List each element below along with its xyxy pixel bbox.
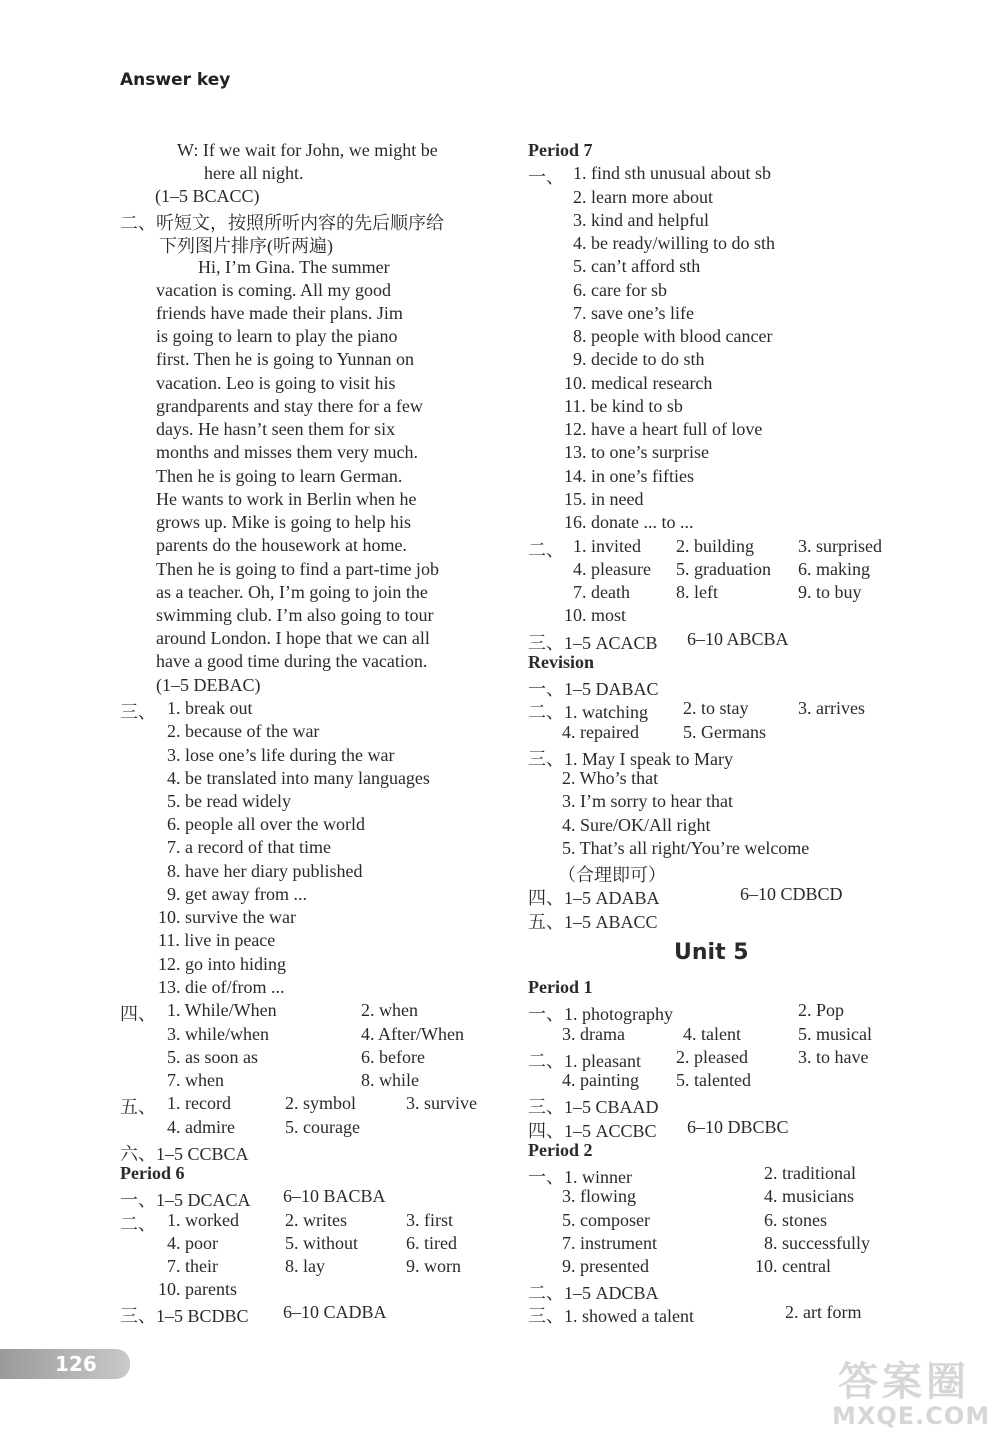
answer-line: 7. save one’s life (573, 303, 694, 323)
answer-line: 二、听短文，按照所听内容的先后顺序给 (120, 213, 444, 233)
answer-line: 13. die of/from ... (158, 977, 285, 997)
answer-line: 6–10 CDBCD (740, 884, 843, 904)
answer-line: 1. While/When (167, 1000, 277, 1020)
answer-line: 3. survive (406, 1093, 477, 1113)
answer-line: 6. stones (764, 1210, 827, 1230)
answer-line: 四、1–5 ADABA (528, 888, 660, 908)
answer-line: 3. first (406, 1210, 453, 1230)
watermark-url: MXQE.COM (832, 1402, 991, 1430)
answer-line: 三、1. showed a talent (528, 1306, 694, 1326)
answer-line: 6. tired (406, 1233, 457, 1253)
answer-line: 6–10 BACBA (283, 1186, 386, 1206)
answer-line: 7. when (167, 1070, 224, 1090)
answer-line: 3. surprised (798, 536, 882, 556)
answer-line: 8. left (676, 582, 718, 602)
watermark (830, 1350, 990, 1435)
answer-line: 6. making (798, 559, 870, 579)
answer-line: 5. as soon as (167, 1047, 258, 1067)
answer-line: W: If we wait for John, we might be (177, 140, 438, 160)
answer-line: 4. talent (683, 1024, 741, 1044)
answer-line: 11. live in peace (158, 930, 276, 950)
answer-line: He wants to work in Berlin when he (156, 489, 417, 509)
answer-line: vacation is coming. All my good (156, 280, 391, 300)
answer-line: friends have made their plans. Jim (156, 303, 403, 323)
watermark-logo: 答案圈 (838, 1359, 970, 1405)
answer-line: 3. I’m sorry to hear that (562, 791, 733, 811)
answer-line: 三、1–5 BCDBC (120, 1306, 249, 1326)
answer-line: 7. death (573, 582, 630, 602)
answer-line: 10. survive the war (158, 907, 296, 927)
answer-line: 14. in one’s fifties (564, 466, 694, 486)
answer-line: 二、1. pleasant (528, 1051, 641, 1071)
answer-line: 9. presented (562, 1256, 649, 1276)
answer-line: 1. find sth unusual about sb (573, 163, 771, 183)
answer-line: 1. invited (573, 536, 641, 556)
answer-line: 12. go into hiding (158, 954, 287, 974)
section-heading: Period 1 (528, 977, 593, 997)
answer-line: 8. people with blood cancer (573, 326, 773, 346)
answer-line: 11. be kind to sb (564, 396, 683, 416)
answer-line: 一、1. photography (528, 1004, 673, 1024)
answer-line: 三、1–5 CBAAD (528, 1097, 659, 1117)
answer-line: 4. Sure/OK/All right (562, 815, 711, 835)
answer-line: 2. pleased (676, 1047, 748, 1067)
answer-line: 8. have her diary published (167, 861, 363, 881)
answer-line: 15. in need (564, 489, 644, 509)
answer-line: 5. talented (676, 1070, 751, 1090)
answer-line: 9. to buy (798, 582, 862, 602)
answer-line: 二、1–5 ADCBA (528, 1283, 659, 1303)
answer-line: 5. Germans (683, 722, 766, 742)
answer-line: 五、 (120, 1097, 156, 1117)
answer-line: 4. musicians (764, 1186, 854, 1206)
answer-line: 2. Who’s that (562, 768, 659, 788)
answer-line: 9. decide to do sth (573, 349, 705, 369)
answer-line: 2. traditional (764, 1163, 856, 1183)
answer-line: grandparents and stay there for a few (156, 396, 423, 416)
answer-line: 6. before (361, 1047, 425, 1067)
answer-line: 7. their (167, 1256, 218, 1276)
answer-line: 二、 (120, 1214, 156, 1234)
answer-line: 5. without (285, 1233, 359, 1253)
answer-line: 4. pleasure (573, 559, 651, 579)
answer-line: 1. record (167, 1093, 231, 1113)
answer-line: 5. composer (562, 1210, 650, 1230)
section-heading: Period 6 (120, 1163, 185, 1183)
answer-line: (1–5 DEBAC) (156, 675, 261, 695)
answer-line: 8. while (361, 1070, 419, 1090)
answer-line: 6–10 ABCBA (687, 629, 789, 649)
answer-line: 3. flowing (562, 1186, 636, 1206)
answer-line: 下列图片排序(听两遍) (159, 236, 333, 256)
answer-line: 3. to have (798, 1047, 869, 1067)
answer-line: 4. After/When (361, 1024, 464, 1044)
answer-line: 6–10 DBCBC (687, 1117, 789, 1137)
section-heading: Revision (528, 652, 595, 672)
answer-line: 六、1–5 CCBCA (120, 1144, 249, 1164)
answer-line: 7. a record of that time (167, 837, 331, 857)
answer-line: 3. kind and helpful (573, 210, 709, 230)
answer-line: 3. arrives (798, 698, 865, 718)
answer-line: 一、1. winner (528, 1167, 632, 1187)
answer-line: 4. poor (167, 1233, 218, 1253)
answer-line: 3. while/when (167, 1024, 269, 1044)
answer-line: 8. successfully (764, 1233, 870, 1253)
answer-line: Then he is going to find a part-time job (156, 559, 439, 579)
answer-line: 3. drama (562, 1024, 625, 1044)
answer-line: 三、 (120, 702, 156, 722)
answer-line: 5. be read widely (167, 791, 291, 811)
answer-line: 1. worked (167, 1210, 239, 1230)
answer-line: Hi, I’m Gina. The summer (198, 257, 390, 277)
answer-line: (1–5 BCACC) (155, 186, 260, 206)
answer-line: 2. to stay (683, 698, 749, 718)
answer-line: 2. symbol (285, 1093, 357, 1113)
answer-line: 12. have a heart full of love (564, 419, 763, 439)
answer-line: 9. worn (406, 1256, 461, 1276)
section-heading: Period 7 (528, 140, 593, 160)
answer-line: vacation. Leo is going to visit his (156, 373, 396, 393)
answer-line: 10. medical research (564, 373, 713, 393)
answer-line: days. He hasn’t seen them for six (156, 419, 396, 439)
answer-line: 6. people all over the world (167, 814, 365, 834)
answer-line: 一、1–5 DABAC (528, 679, 659, 699)
answer-line: months and misses them very much. (156, 442, 418, 462)
answer-line: 三、1. May I speak to Mary (528, 749, 733, 769)
answer-line: 4. painting (562, 1070, 639, 1090)
answer-line: 一、 (528, 167, 564, 187)
answer-line: 4. repaired (562, 722, 639, 742)
answer-line: 6–10 CADBA (283, 1302, 387, 1322)
answer-line: is going to learn to play the piano (156, 326, 398, 346)
answer-line: parents do the housework at home. (156, 535, 407, 555)
answer-line: 5. That’s all right/You’re welcome (562, 838, 810, 858)
answer-line: 2. because of the war (167, 721, 320, 741)
answer-line: 一、1–5 DCACA (120, 1190, 251, 1210)
answer-line: 10. parents (158, 1279, 237, 1299)
answer-line: 5. can’t afford sth (573, 256, 701, 276)
answer-line: 10. most (564, 605, 627, 625)
answer-line: 四、 (120, 1004, 156, 1024)
answer-line: first. Then he is going to Yunnan on (156, 349, 414, 369)
answer-line: 2. Pop (798, 1000, 845, 1020)
answer-line: 二、1. watching (528, 702, 648, 722)
answer-line: 5. musical (798, 1024, 872, 1044)
answer-line: 5. courage (285, 1117, 360, 1137)
unit-heading: Unit 5 (674, 940, 749, 965)
answer-line: 2. learn more about (573, 187, 713, 207)
answer-line: 8. lay (285, 1256, 325, 1276)
answer-line: 6. care for sb (573, 280, 667, 300)
answer-line: 9. get away from ... (167, 884, 307, 904)
answer-line: 3. lose one’s life during the war (167, 745, 395, 765)
answer-line: 五、1–5 ABACC (528, 912, 658, 932)
answer-line: have a good time during the vacation. (156, 651, 428, 671)
answer-line: here all night. (204, 163, 304, 183)
section-heading: Period 2 (528, 1140, 593, 1160)
answer-line: 2. writes (285, 1210, 347, 1230)
answer-line: 二、 (528, 540, 564, 560)
answer-line: swimming club. I’m also going to tour (156, 605, 434, 625)
answer-line: 2. building (676, 536, 755, 556)
answer-line: 4. admire (167, 1117, 235, 1137)
answer-line: 13. to one’s surprise (564, 442, 709, 462)
answer-line: Then he is going to learn German. (156, 466, 403, 486)
answer-line: 4. be translated into many languages (167, 768, 430, 788)
answer-line: 2. when (361, 1000, 418, 1020)
page-header: Answer key (120, 70, 231, 90)
answer-line: as a teacher. Oh, I’m going to join the (156, 582, 428, 602)
answer-line: 10. central (755, 1256, 831, 1276)
answer-line: grows up. Mike is going to help his (156, 512, 411, 532)
answer-line: 1. break out (167, 698, 253, 718)
answer-line: （合理即可） (558, 865, 666, 885)
answer-line: around London. I hope that we can all (156, 628, 430, 648)
page-number: 126 (55, 1352, 97, 1376)
answer-line: 16. donate ... to ... (564, 512, 694, 532)
answer-line: 5. graduation (676, 559, 771, 579)
answer-line: 7. instrument (562, 1233, 657, 1253)
answer-line: 四、1–5 ACCBC (528, 1121, 657, 1141)
answer-line: 三、1–5 ACACB (528, 633, 658, 653)
answer-line: 4. be ready/willing to do sth (573, 233, 775, 253)
answer-line: 2. art form (785, 1302, 862, 1322)
page-number-tab (0, 1349, 130, 1379)
